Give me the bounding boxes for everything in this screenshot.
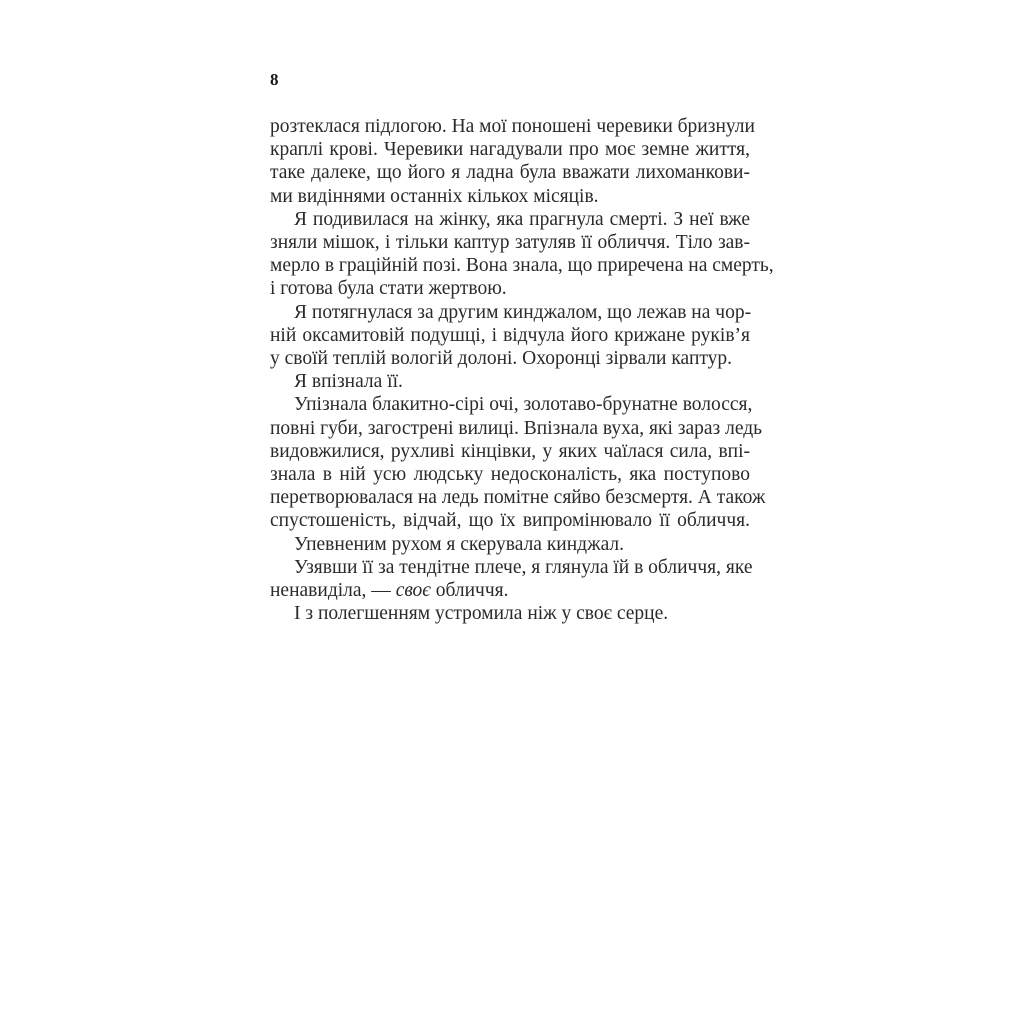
- body-text: [270, 115, 774, 625]
- text-line: розтеклася підлогою. На мої поношені черевики бризнули: [270, 116, 755, 137]
- text-line: Узявши її за тендітне плече, я глянула їй в обличчя, яке: [294, 556, 753, 578]
- text-line: ми видіннями останніх кількох місяців.: [270, 185, 599, 207]
- text-line-with-emphasis: [270, 579, 750, 602]
- text-line: спустошеність, відчай, що їх випромінювало її обличчя.: [270, 510, 750, 532]
- text-line: таке далеке, що його я ладна була вважати лихоманкови-: [270, 162, 750, 184]
- text-line: повні губи, загострені вилиці. Впізнала вуха, які зараз ледь: [270, 417, 763, 439]
- text-line: ній оксамитовій подушці, і відчула його крижане руків’я: [270, 324, 750, 346]
- text-fragment: обличчя.: [430, 580, 509, 602]
- text-line: краплі крові. Черевики нагадували про моє земне життя,: [270, 139, 750, 161]
- text-line: Упізнала блакитно-сірі очі, золотаво-брунатне волосся,: [294, 394, 753, 416]
- text-line: у своїй теплій вологій долоні. Охоронці зірвали каптур.: [270, 348, 733, 370]
- text-line: і готова була стати жертвою.: [270, 278, 507, 300]
- text-line: Упевненим рухом я скерувала кинджал.: [294, 533, 625, 555]
- text-line: видовжилися, рухливі кінцівки, у яких чаїлася сила, впі-: [270, 440, 750, 462]
- page-number: 8: [270, 70, 279, 89]
- text-line: мерло в граційній позі. Вона знала, що приречена на смерть,: [270, 255, 774, 277]
- text-line: зняли мішок, і тільки каптур затуляв її обличчя. Тіло зав-: [270, 232, 750, 254]
- text-line: Я потягнулася за другим кинджалом, що лежав на чор-: [294, 301, 752, 323]
- emphasized-word: своє: [395, 580, 431, 602]
- text-line: Я подивилася на жінку, яка прагнула смерті. З неї вже: [294, 208, 750, 230]
- text-line: перетворювалася на ледь помітне сяйво безсмертя. А також: [270, 487, 766, 509]
- text-line: І з полегшенням устромила ніж у своє серце.: [294, 603, 669, 625]
- text-line: знала в ній усю людську недосконалість, яка поступово: [270, 464, 750, 486]
- text-line: Я впізнала її.: [294, 371, 403, 393]
- text-fragment: ненавиділа, —: [270, 580, 396, 602]
